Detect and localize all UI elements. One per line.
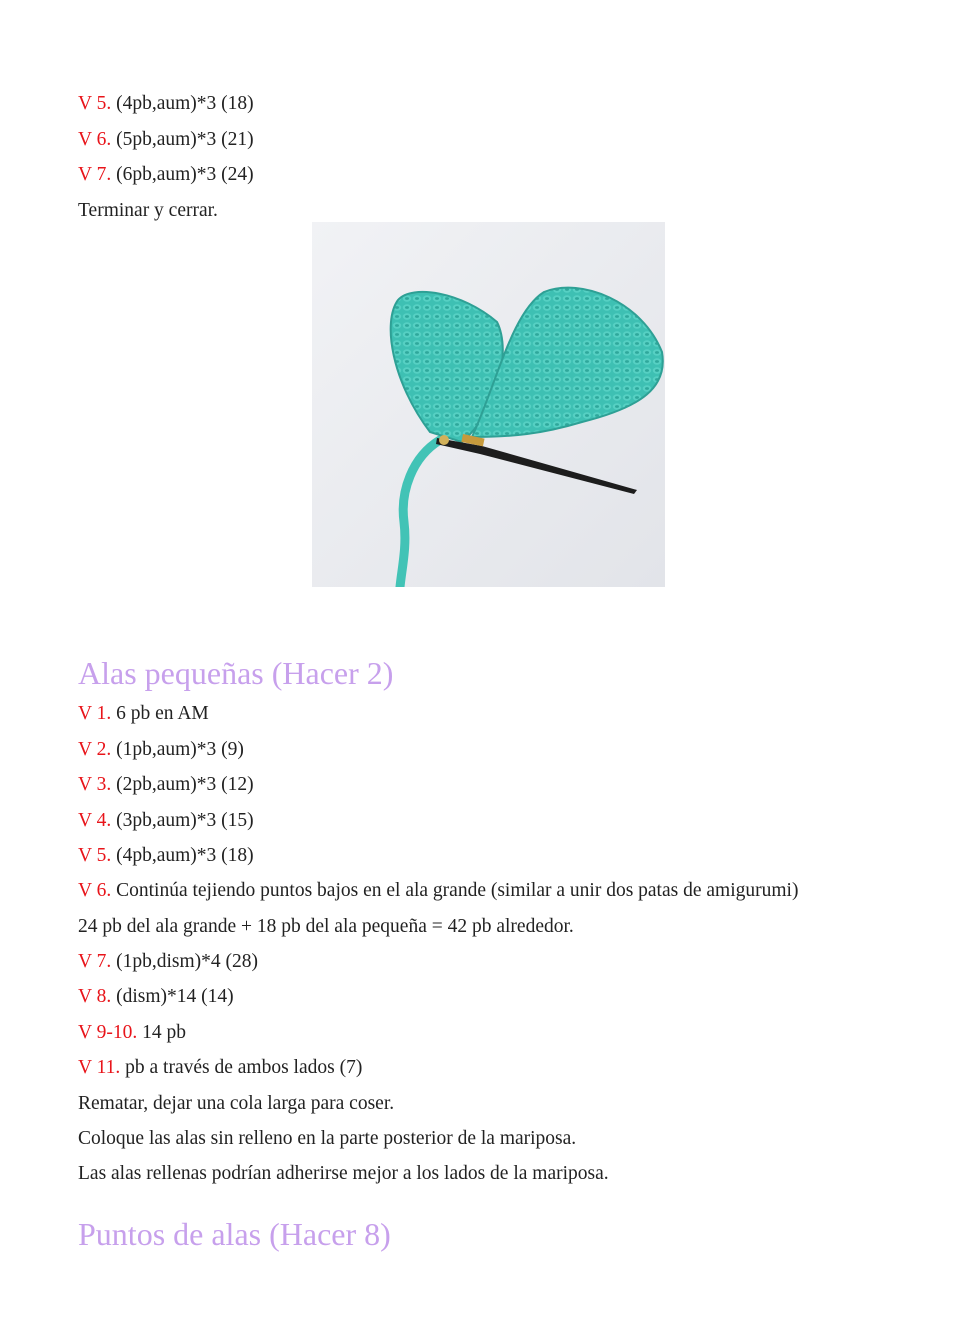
stitch-count-note: 24 pb del ala grande + 18 pb del ala pequeña = 42 pb alrededor. [78,916,574,937]
round-instruction: 6 pb en AM [111,703,209,724]
pattern-row [78,879,798,903]
section-heading: Puntos de alas (Hacer 8) [78,1216,391,1252]
pattern-row [78,738,244,762]
round-label: V 2. [78,739,112,760]
round-instruction: (6pb,aum)*3 (24) [111,164,254,185]
round-instruction: 14 pb [137,1022,186,1043]
pattern-row [78,985,234,1009]
pattern-row [78,844,254,868]
pattern-row [78,950,258,974]
round-instruction: (dism)*14 (14) [111,986,234,1007]
round-label: V 5. [78,93,112,114]
crochet-wing-illustration [312,222,665,587]
round-instruction: pb a través de ambos lados (7) [120,1057,363,1078]
closing-note: Coloque las alas sin relleno en la parte posterior de la mariposa. [78,1128,577,1149]
pattern-row [78,809,254,833]
section-heading: Alas pequeñas (Hacer 2) [78,655,394,691]
round-instruction: (4pb,aum)*3 (18) [111,845,254,866]
round-instruction: (2pb,aum)*3 (12) [111,774,254,795]
finish-note: Terminar y cerrar. [78,200,218,221]
round-label: V 6. [78,880,112,901]
pattern-row [78,163,254,187]
round-label: V 6. [78,129,112,150]
pattern-row [78,773,254,797]
round-instruction: Continúa tejiendo puntos bajos en el ala grande (similar a unir dos patas de amigurumi) [111,880,799,901]
round-label: V 4. [78,810,112,831]
pattern-row [78,702,209,726]
round-label: V 1. [78,703,112,724]
round-label: V 7. [78,951,112,972]
crochet-wing-photo [312,222,665,587]
closing-note: Rematar, dejar una cola larga para coser. [78,1093,395,1114]
round-label: V 5. [78,845,112,866]
pattern-row [78,92,254,116]
round-label: V 7. [78,164,112,185]
pattern-row [78,1021,186,1045]
round-label: V 9-10. [78,1022,138,1043]
round-instruction: (1pb,aum)*3 (9) [111,739,244,760]
round-instruction: (1pb,dism)*4 (28) [111,951,259,972]
round-label: V 11. [78,1057,121,1078]
round-instruction: (3pb,aum)*3 (15) [111,810,254,831]
round-label: V 3. [78,774,112,795]
round-instruction: (5pb,aum)*3 (21) [111,129,254,150]
round-label: V 8. [78,986,112,1007]
closing-note: Las alas rellenas podrían adherirse mejor a los lados de la mariposa. [78,1163,609,1184]
stitch-marker [439,435,449,445]
pattern-row [78,128,254,152]
round-instruction: (4pb,aum)*3 (18) [111,93,254,114]
pattern-row [78,1056,362,1080]
